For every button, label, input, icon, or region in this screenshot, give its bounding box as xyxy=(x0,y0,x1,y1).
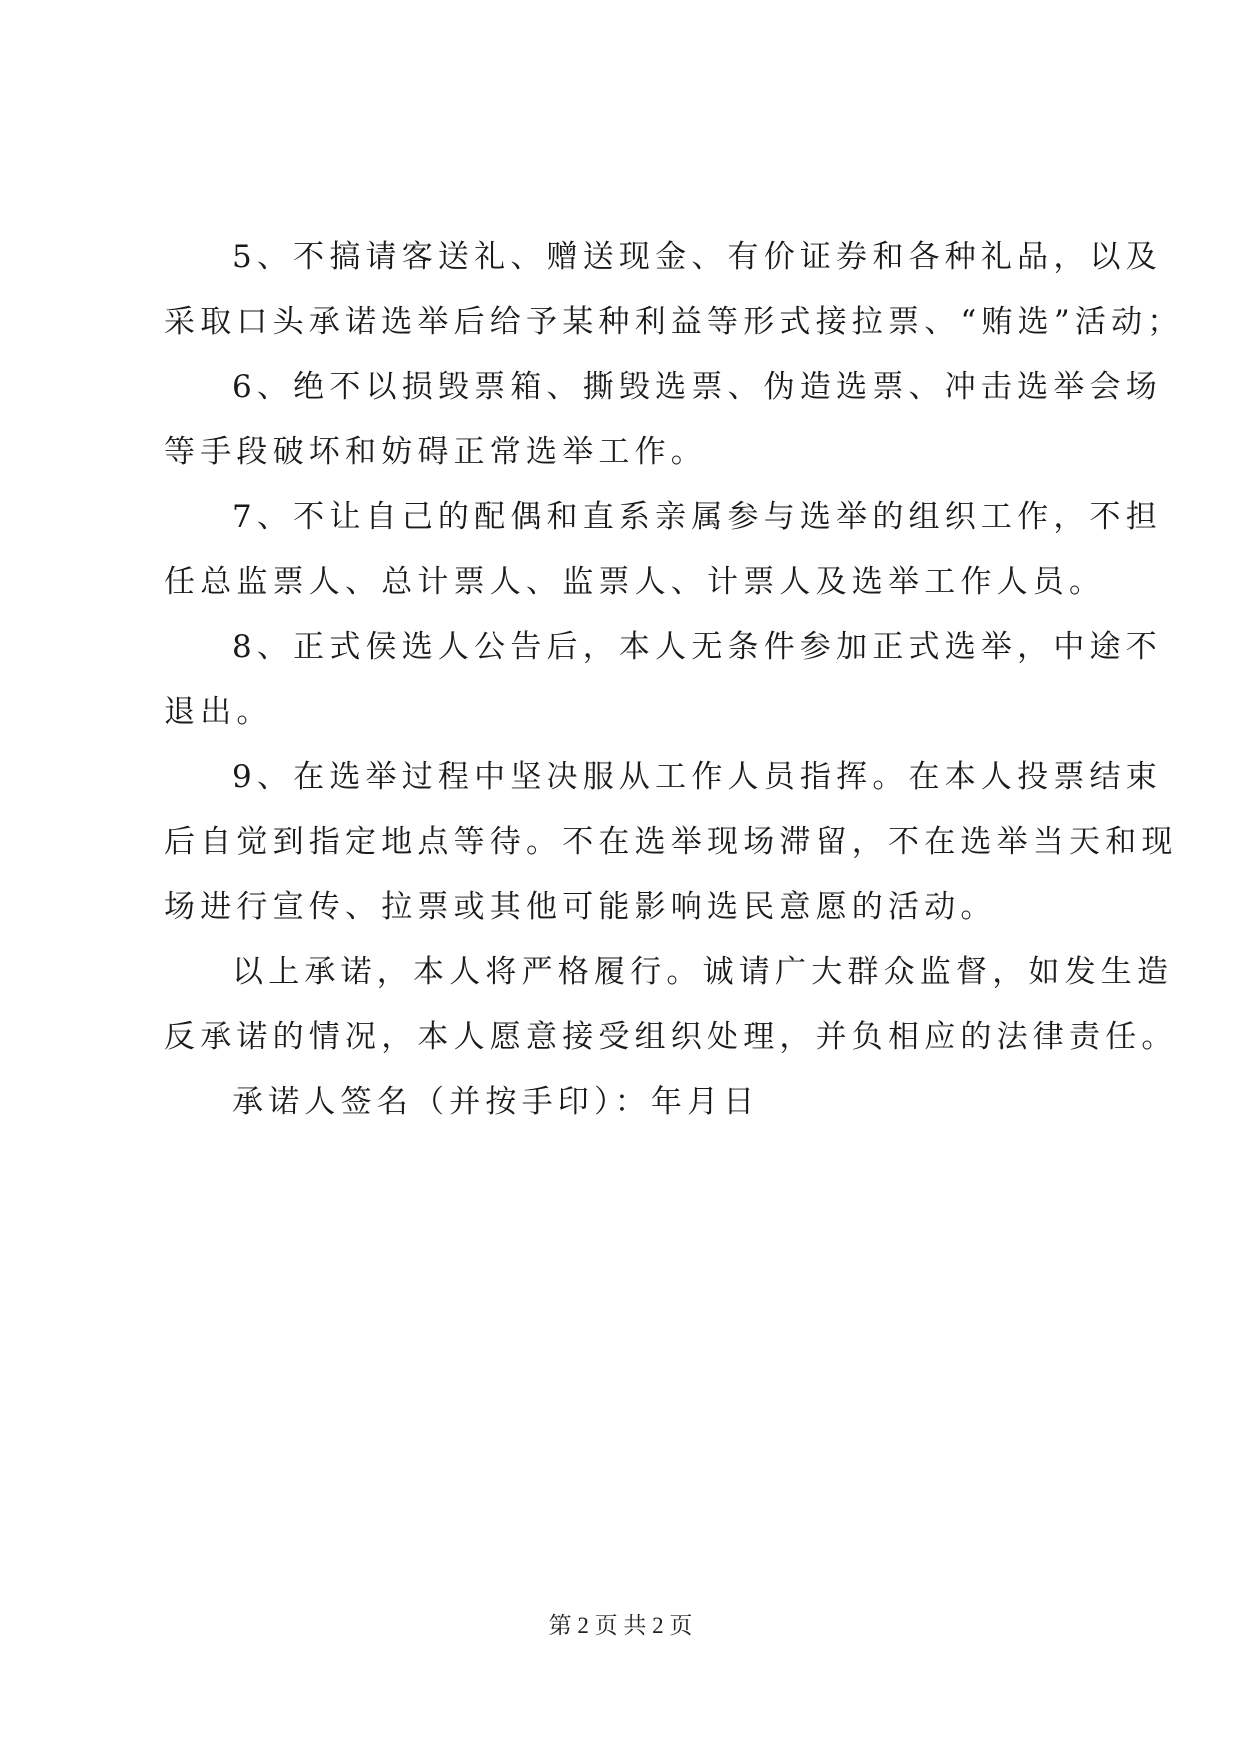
text-line: 5、不搞请客送礼、赠送现金、有价证券和各种礼品，以及 xyxy=(232,239,1162,275)
text-line: 任总监票人、总计票人、监票人、计票人及选举工作人员。 xyxy=(164,564,1106,600)
text-line: 等手段破坏和妨碍正常选举工作。 xyxy=(164,434,707,470)
text-line: 6、绝不以损毁票箱、撕毁选票、伪造选票、冲击选举会场 xyxy=(232,369,1162,405)
text-line: 7、不让自己的配偶和直系亲属参与选举的组织工作，不担 xyxy=(232,499,1162,535)
page-number: 第 2 页 共 2 页 xyxy=(548,1613,693,1638)
text-line: 以上承诺，本人将严格履行。诚请广大群众监督，如发生造 xyxy=(232,954,1174,990)
text-line: 退出。 xyxy=(164,694,273,730)
clause-5 xyxy=(164,225,1184,355)
text-line: 场进行宣传、拉票或其他可能影响选民意愿的活动。 xyxy=(164,889,997,925)
text-line: 反承诺的情况，本人愿意接受组织处理，并负相应的法律责任。 xyxy=(164,1019,1178,1055)
clause-6 xyxy=(164,355,1162,485)
text-line: 采取口头承诺选举后给予某种利益等形式接拉票、“贿选”活动； xyxy=(164,304,1184,340)
text-line: 8、正式侯选人公告后，本人无条件参加正式选举，中途不 xyxy=(232,629,1162,665)
document-body xyxy=(164,225,1184,1135)
text-line: 后自觉到指定地点等待。不在选举现场滞留，不在选举当天和现 xyxy=(164,824,1178,860)
clause-9 xyxy=(164,745,1178,940)
clause-7 xyxy=(164,485,1162,615)
text-line: 承诺人签名（并按手印）：年月日 xyxy=(232,1084,760,1120)
closing-statement xyxy=(164,940,1178,1070)
clause-8 xyxy=(164,615,1162,745)
signature-line xyxy=(164,1070,1094,1135)
text-line: 9、在选举过程中坚决服从工作人员指挥。在本人投票结束 xyxy=(232,759,1162,795)
